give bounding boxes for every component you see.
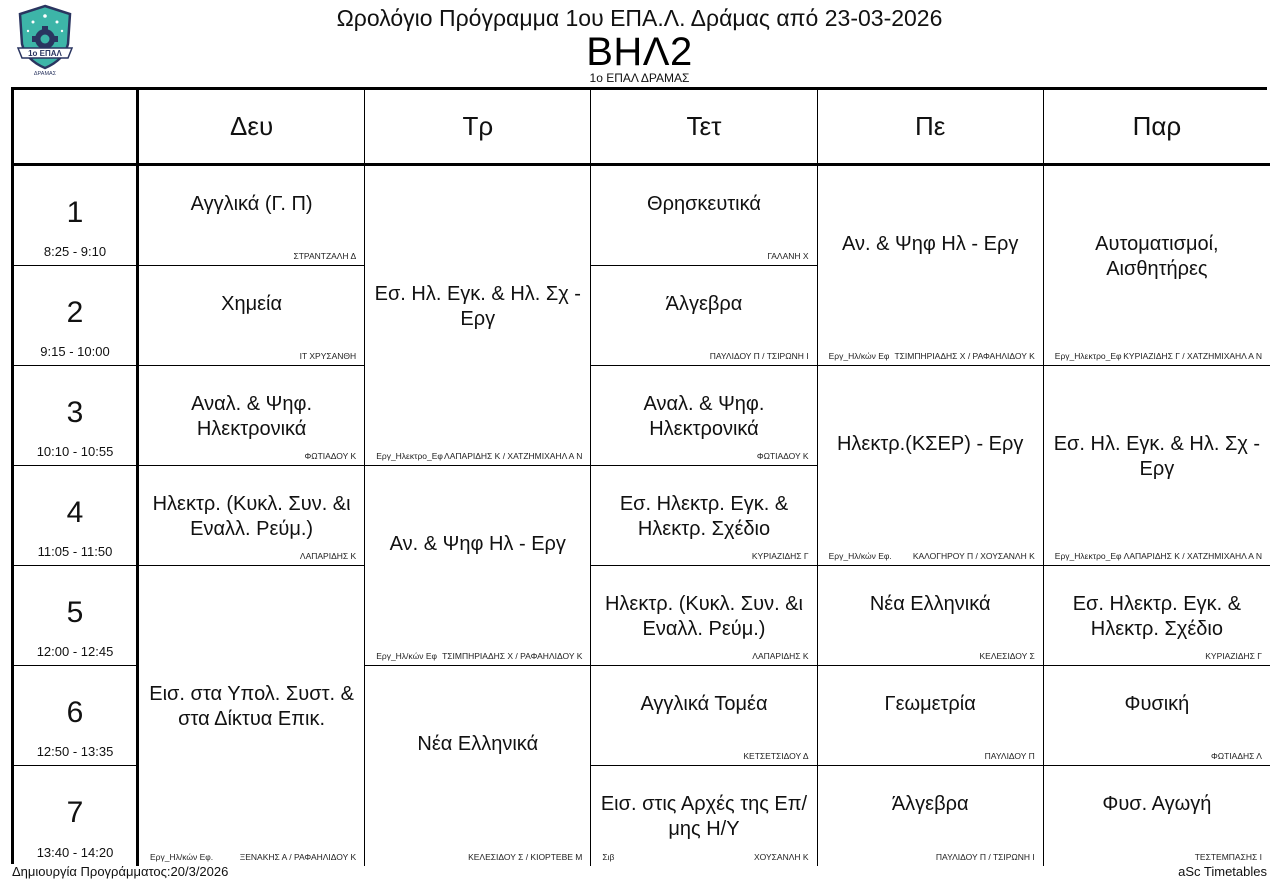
period-number: 1 [66,196,84,229]
lesson-teacher: ΙΤ ΧΡΥΣΑΝΘΗ [299,351,357,361]
lesson-cell[interactable] [818,766,1044,866]
lesson-cell[interactable] [139,166,365,266]
lesson-cell[interactable] [591,366,817,466]
lesson-room: Εργ_Ηλεκτρο_Εφ [1054,551,1122,561]
lesson-subject: Αγγλικά (Γ. Π) [190,193,313,215]
lesson-teacher: ΛΑΠΑΡΙΔΗΣ Κ / ΧΑΤΖΗΜΙΧΑΗΛ Α Ν [1123,551,1262,561]
lesson-subject: Αυτοματισμοί, Αισθητήρες [1095,233,1219,280]
period-time: 13:40 - 14:20 [36,845,114,860]
lesson-subject: Εισ. στα Υπολ. Συστ. & στα Δίκτυα Επικ. [149,683,354,730]
lesson-subject: Γεωμετρία [884,693,976,715]
lesson-teacher: ΚΕΤΣΕΤΣΙΔΟΥ Δ [743,751,809,761]
period-cell [14,166,139,266]
lesson-subject: Φυσική [1124,693,1190,715]
lesson-room: Εργ_Ηλ/κών Εφ. [828,551,892,561]
creation-date: Δημιουργία Προγράμματος:20/3/2026 [12,864,229,879]
lesson-subject: Εσ. Ηλ. Εγκ. & Ηλ. Σχ - Εργ [1053,433,1261,480]
lesson-room: Εργ_Ηλεκτρο_Εφ [376,451,443,461]
lesson-subject: Χημεία [221,293,283,315]
period-number: 2 [66,296,84,329]
lesson-cell[interactable] [139,366,365,466]
lesson-teacher: ΚΥΡΙΑΖΙΔΗΣ Γ / ΧΑΤΖΗΜΙΧΑΗΛ Α Ν [1123,351,1262,361]
period-time: 8:25 - 9:10 [43,244,107,259]
day-header: Πε [818,90,1044,166]
lesson-subject: Εσ. Ηλ. Εγκ. & Ηλ. Σχ - Εργ [374,283,581,330]
lesson-subject: Άλγεβρα [891,793,969,815]
lesson-room: Σιβ [602,852,615,862]
day-header: Τετ [591,90,817,166]
lesson-cell[interactable] [818,166,1044,366]
lesson-subject: Ηλεκτρ. (Κυκλ. Συν. &ι Εναλλ. Ρεύμ.) [152,493,351,540]
lesson-subject: Ηλεκτρ. (Κυκλ. Συν. &ι Εναλλ. Ρεύμ.) [604,593,803,640]
lesson-subject: Αν. & Ψηφ Ηλ - Εργ [389,533,566,555]
lesson-cell[interactable] [139,266,365,366]
period-number: 6 [66,696,84,729]
period-time: 12:50 - 13:35 [36,744,114,759]
class-name: ΒΗΛ2 [586,30,693,74]
lesson-teacher: ΦΩΤΙΑΔΟΥ Κ [304,451,357,461]
school-name: 1ο ΕΠΑΛ ΔΡΑΜΑΣ [589,71,690,85]
logo-banner-text: 1ο ΕΠΑΛ [28,49,62,58]
corner-cell [14,90,139,166]
period-time: 11:05 - 11:50 [37,544,113,559]
lesson-teacher: ΚΕΛΕΣΙΔΟΥ Σ / ΚΙΟΡΤΕΒΕ Μ [468,852,583,862]
lesson-cell[interactable] [591,266,817,366]
logo-caption: ΔΡΑΜΑΣ [33,71,57,77]
period-number: 4 [66,496,84,529]
lesson-teacher: ΚΥΡΙΑΖΙΔΗΣ Γ [751,551,809,561]
generator-credit: aSc Timetables [1178,864,1267,879]
lesson-subject: Αν. & Ψηφ Ηλ - Εργ [842,233,1019,255]
lesson-teacher: ΠΑΥΛΙΔΟΥ Π / ΤΣΙΡΩΝΗ Ι [709,351,809,361]
lesson-teacher: ΛΑΠΑΡΙΔΗΣ Κ / ΧΑΤΖΗΜΙΧΑΗΛ Α Ν [444,451,583,461]
lesson-subject: Εσ. Ηλεκτρ. Εγκ. & Ηλεκτρ. Σχέδιο [619,493,789,540]
lesson-teacher: ΞΕΝΑΚΗΣ Α / ΡΑΦΑΗΛΙΔΟΥ Κ [239,852,357,862]
day-header: Παρ [1044,90,1270,166]
lesson-cell[interactable] [591,566,817,666]
lesson-cell[interactable] [139,566,365,866]
period-cell [14,366,139,466]
lesson-room: Εργ_Ηλεκτρο_Εφ [1054,351,1122,361]
lesson-teacher: ΠΑΥΛΙΔΟΥ Π / ΤΣΙΡΩΝΗ Ι [935,852,1035,862]
lesson-subject: Εισ. στις Αρχές της Επ/μης Η/Υ [600,793,808,840]
day-header: Δευ [139,90,365,166]
lesson-teacher: ΚΕΛΕΣΙΔΟΥ Σ [979,651,1035,661]
lesson-room: Εργ_Ηλ/κών Εφ [376,651,437,661]
lesson-subject: Αναλ. & Ψηφ. Ηλεκτρονικά [643,393,765,440]
lesson-teacher: ΦΩΤΙΑΔΗΣ Λ [1210,751,1262,761]
lesson-subject: Θρησκευτικά [647,193,761,215]
lesson-subject: Νέα Ελληνικά [869,593,991,615]
lesson-subject: Αγγλικά Τομέα [640,693,768,715]
lesson-cell[interactable] [365,166,591,466]
period-cell [14,766,139,866]
period-time: 9:15 - 10:00 [40,344,110,359]
lesson-teacher: ΓΑΛΑΝΗ Χ [767,251,809,261]
lesson-cell[interactable] [818,666,1044,766]
lesson-cell[interactable] [139,466,365,566]
lesson-cell[interactable] [591,766,817,866]
lesson-cell[interactable] [365,666,591,866]
lesson-subject: Εσ. Ηλεκτρ. Εγκ. & Ηλεκτρ. Σχέδιο [1072,593,1242,640]
lesson-cell[interactable] [591,466,817,566]
lesson-cell[interactable] [365,466,591,666]
lesson-cell[interactable] [1044,166,1270,366]
lesson-teacher: ΤΕΣΤΕΜΠΑΣΗΣ Ι [1194,852,1262,862]
lesson-cell[interactable] [591,666,817,766]
lesson-room: Εργ_Ηλ/κών Εφ [828,351,890,361]
lesson-teacher: ΦΩΤΙΑΔΟΥ Κ [756,451,809,461]
lesson-cell[interactable] [591,166,817,266]
period-number: 5 [66,596,84,629]
lesson-teacher: ΛΑΠΑΡΙΔΗΣ Κ [299,551,357,561]
period-number: 3 [66,396,84,429]
period-time: 12:00 - 12:45 [36,644,114,659]
lesson-cell[interactable] [1044,566,1270,666]
lesson-teacher: ΧΟΥΣΑΝΛΗ Κ [753,852,809,862]
period-cell [14,466,139,566]
timetable-grid [11,87,1267,864]
lesson-room: Εργ_Ηλ/κών Εφ. [150,852,214,862]
lesson-teacher: ΣΤΡΑΝΤΖΑΛΗ Δ [293,251,357,261]
page-title: Ωρολόγιο Πρόγραμμα 1ου ΕΠΑ.Λ. Δράμας από 23-03-2026 [336,5,943,31]
lesson-teacher: ΚΑΛΟΓΗΡΟΥ Π / ΧΟΥΣΑΝΛΗ Κ [912,551,1035,561]
lesson-teacher: ΤΣΙΜΠΗΡΙΑΔΗΣ Χ / ΡΑΦΑΗΛΙΔΟΥ Κ [894,351,1035,361]
period-time: 10:10 - 10:55 [36,444,114,459]
lesson-subject: Ηλεκτρ.(ΚΣΕΡ) - Εργ [836,433,1024,455]
lesson-cell[interactable] [818,366,1044,566]
period-cell [14,266,139,366]
lesson-cell[interactable] [1044,366,1270,566]
lesson-cell[interactable] [1044,766,1270,866]
lesson-subject: Νέα Ελληνικά [417,733,539,755]
lesson-subject: Άλγεβρα [665,293,743,315]
day-header: Τρ [365,90,591,166]
period-cell [14,666,139,766]
lesson-cell[interactable] [818,566,1044,666]
period-cell [14,566,139,666]
lesson-teacher: ΛΑΠΑΡΙΔΗΣ Κ [752,651,809,661]
lesson-subject: Φυσ. Αγωγή [1102,793,1212,815]
lesson-teacher: ΚΥΡΙΑΖΙΔΗΣ Γ [1205,651,1262,661]
lesson-cell[interactable] [1044,666,1270,766]
period-number: 7 [66,796,84,829]
lesson-teacher: ΤΣΙΜΠΗΡΙΑΔΗΣ Χ / ΡΑΦΑΗΛΙΔΟΥ Κ [442,651,583,661]
lesson-subject: Αναλ. & Ψηφ. Ηλεκτρονικά [191,393,313,440]
lesson-teacher: ΠΑΥΛΙΔΟΥ Π [984,751,1035,761]
